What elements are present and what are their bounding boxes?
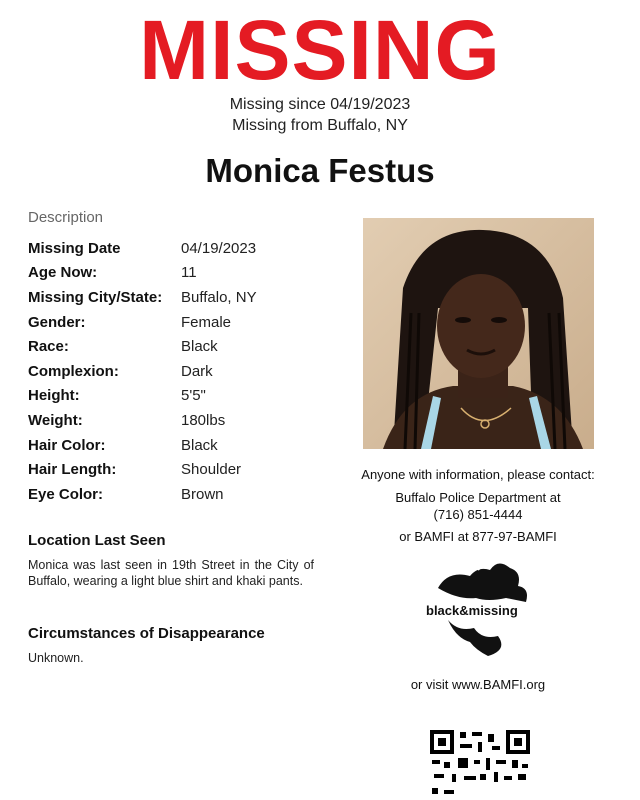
contact-intro: Anyone with information, please contact: xyxy=(361,467,595,482)
location-heading: Location Last Seen xyxy=(28,532,166,549)
contact-police: Buffalo Police Department at xyxy=(395,490,561,505)
missing-info xyxy=(0,94,640,136)
missing-headline: MISSING xyxy=(139,3,501,97)
detail-value: 11 xyxy=(181,264,197,282)
detail-row xyxy=(28,261,257,286)
detail-value: Black xyxy=(181,338,218,356)
detail-row xyxy=(28,482,257,507)
person-name: Monica Festus xyxy=(205,152,435,189)
detail-row xyxy=(28,408,257,433)
detail-value: Black xyxy=(181,436,218,454)
detail-row xyxy=(28,433,257,458)
details-table xyxy=(28,236,257,507)
missing-since: Missing since 04/19/2023 xyxy=(229,96,411,113)
detail-label: Gender: xyxy=(28,313,86,331)
detail-value: 180lbs xyxy=(181,411,226,429)
detail-label: Hair Color: xyxy=(28,436,106,454)
detail-row xyxy=(28,236,257,261)
contact-bamfi: or BAMFI at 877-97-BAMFI xyxy=(399,529,557,544)
description-heading: Description xyxy=(28,209,104,226)
detail-label: Race: xyxy=(28,338,69,356)
bamfi-logo xyxy=(418,558,536,658)
qr-code xyxy=(430,730,530,800)
detail-label: Height: xyxy=(28,387,80,405)
detail-row xyxy=(28,310,257,335)
detail-label: Weight: xyxy=(28,411,83,429)
missing-from: Missing from Buffalo, NY xyxy=(232,117,408,134)
detail-label: Complexion: xyxy=(28,362,119,380)
visit-website: or visit www.BAMFI.org xyxy=(410,677,546,692)
detail-label: Age Now: xyxy=(28,264,98,282)
detail-label: Hair Length: xyxy=(28,461,117,479)
detail-row xyxy=(28,384,257,409)
person-photo xyxy=(363,218,594,449)
logo-text: black&missing xyxy=(426,603,518,618)
detail-label: Missing Date xyxy=(28,239,121,257)
detail-label: Missing City/State: xyxy=(28,288,163,306)
circumstances-text: Unknown. xyxy=(28,651,84,665)
detail-value: Shoulder xyxy=(181,461,242,479)
circumstances-heading: Circumstances of Disappearance xyxy=(28,625,265,642)
detail-row xyxy=(28,334,257,359)
detail-label: Eye Color: xyxy=(28,485,104,503)
contact-phone: (716) 851-4444 xyxy=(433,507,523,522)
location-text: Monica was last seen in 19th Street in the City of Buffalo, wearing a light blue shirt and khaki pants. xyxy=(28,558,314,588)
detail-value: Brown xyxy=(181,485,224,503)
detail-value: Dark xyxy=(181,362,213,380)
detail-row xyxy=(28,457,257,482)
detail-row xyxy=(28,359,257,384)
detail-row xyxy=(28,285,257,310)
detail-value: 5'5" xyxy=(181,387,206,405)
detail-value: Buffalo, NY xyxy=(181,288,257,306)
detail-value: Female xyxy=(181,313,232,331)
detail-value: 04/19/2023 xyxy=(181,239,257,257)
